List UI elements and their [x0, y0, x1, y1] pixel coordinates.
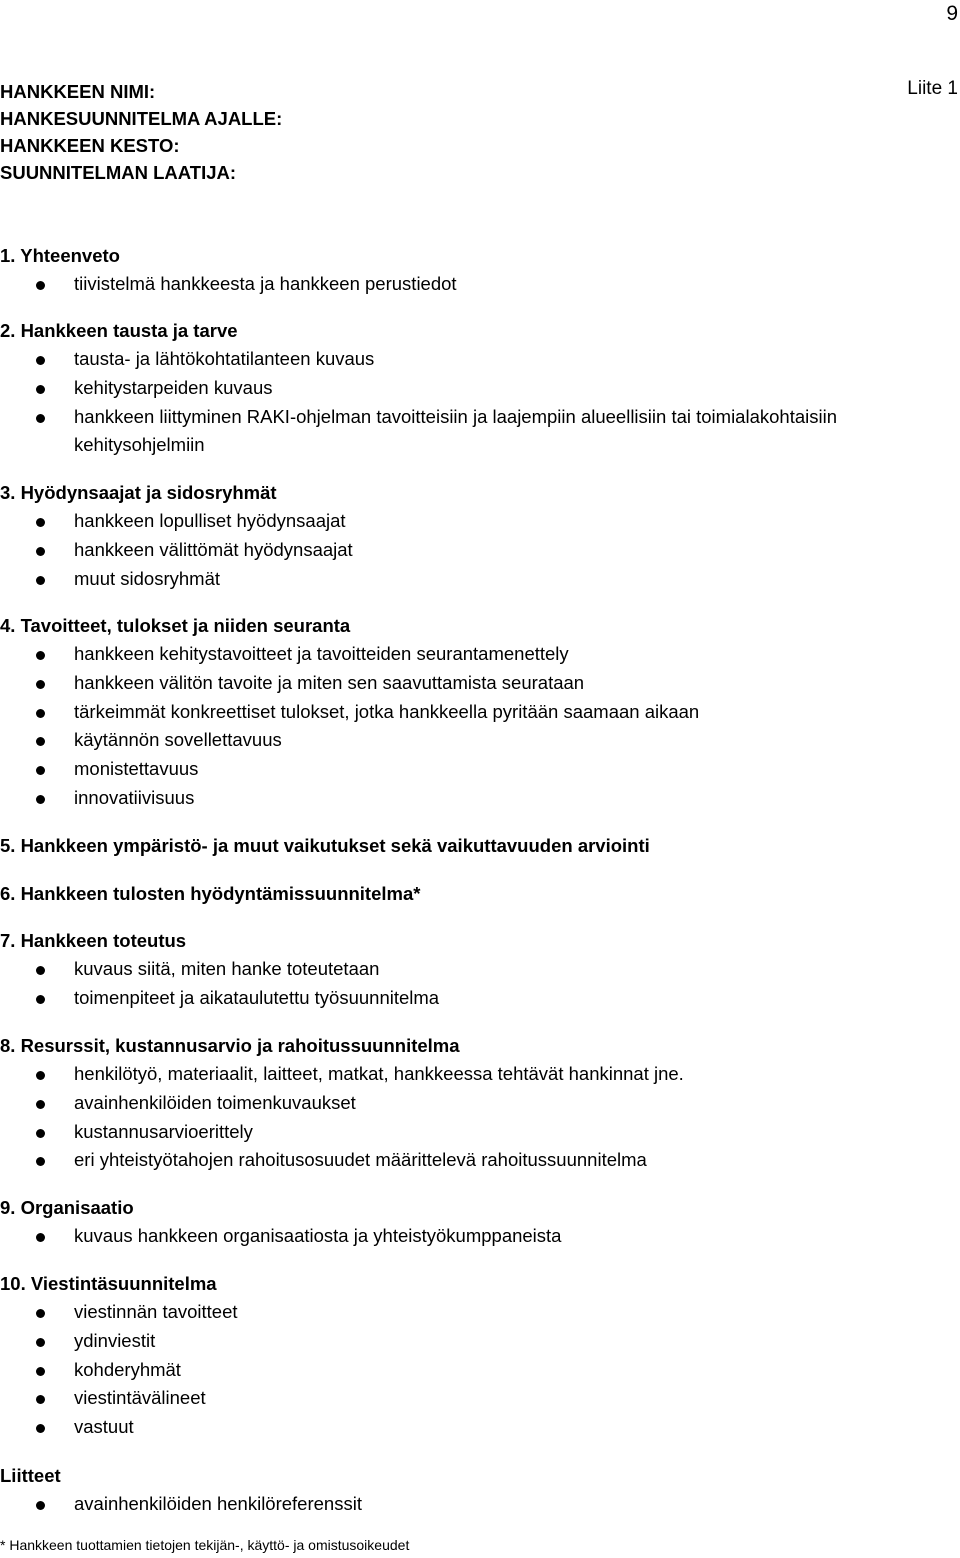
list-item-text: vastuut	[74, 1416, 134, 1438]
section-title: 1. Yhteenveto	[0, 245, 120, 266]
bullet-icon	[36, 356, 45, 365]
section-title: 3. Hyödynsaajat ja sidosryhmät	[0, 482, 277, 503]
section-goals	[0, 611, 950, 813]
list-item	[0, 669, 950, 698]
header-fields	[0, 78, 282, 186]
bullet-icon	[36, 1157, 45, 1166]
section-implementation	[0, 926, 950, 1013]
list-item	[0, 374, 950, 403]
list-item-text: kohderyhmät	[74, 1358, 181, 1380]
list-item	[0, 1384, 950, 1413]
bullet-icon	[36, 737, 45, 746]
header-field-plan-period: HANKESUUNNITELMA AJALLE:	[0, 108, 283, 129]
bullet-icon	[36, 518, 45, 527]
bullet-list	[0, 507, 950, 593]
list-item-text: kuvaus siitä, miten hanke toteutetaan	[74, 958, 380, 979]
header-field-author: SUUNNITELMAN LAATIJA:	[0, 162, 237, 183]
section-summary	[0, 241, 950, 299]
bullet-icon	[36, 966, 45, 975]
header-field-duration: HANKKEEN KESTO:	[0, 135, 180, 156]
section-attachments	[0, 1461, 950, 1519]
list-item-text: avainhenkilöiden henkilöreferenssit	[74, 1493, 362, 1514]
bullet-icon	[36, 1367, 45, 1376]
bullet-list	[0, 955, 950, 1013]
list-item-text: tausta- ja lähtökohtatilanteen kuvaus	[74, 348, 375, 369]
section-communication	[0, 1269, 950, 1442]
section-organization	[0, 1193, 950, 1251]
footnote: * Hankkeen tuottamien tietojen tekijän-, käyttö- ja omistusoikeudet	[0, 1537, 410, 1553]
bullet-list	[0, 270, 950, 299]
section-impacts	[0, 831, 950, 860]
section-title: 10. Viestintäsuunnitelma	[0, 1273, 217, 1294]
list-item	[0, 403, 950, 461]
bullet-icon	[36, 795, 45, 804]
list-item	[0, 1222, 950, 1251]
section-title: 7. Hankkeen toteutus	[0, 930, 187, 951]
list-item	[0, 984, 950, 1013]
list-item-text: kuvaus hankkeen organisaatiosta ja yhteistyökumppaneista	[74, 1225, 562, 1246]
section-title: 6. Hankkeen tulosten hyödyntämissuunnitelma*	[0, 883, 421, 904]
bullet-icon	[36, 576, 45, 585]
list-item-text: muut sidosryhmät	[74, 567, 220, 589]
section-title: Liitteet	[0, 1465, 61, 1486]
page-number: 9	[946, 2, 958, 25]
list-item	[0, 270, 950, 299]
bullet-icon	[36, 680, 45, 689]
list-item	[0, 1298, 950, 1327]
list-item-text: hankkeen lopulliset hyödynsaajat	[74, 510, 346, 531]
section-title: 5. Hankkeen ympäristö- ja muut vaikutukset sekä vaikuttavuuden arviointi	[0, 835, 650, 856]
bullet-icon	[36, 1338, 45, 1347]
list-item-text: ydinviestit	[74, 1329, 156, 1351]
list-item-text: eri yhteistyötahojen rahoitusosuudet määrittelevä rahoitussuunnitelma	[74, 1149, 647, 1171]
list-item	[0, 1327, 950, 1356]
list-item	[0, 1060, 950, 1089]
list-item-text: hankkeen liittyminen RAKI-ohjelman tavoitteisiin ja laajempiin alueellisiin tai toimialakohtaisiin kehitysohjelmiin	[74, 405, 837, 456]
bullet-icon	[36, 414, 45, 423]
list-item	[0, 784, 950, 813]
list-item	[0, 755, 950, 784]
bullet-icon	[36, 709, 45, 718]
list-item	[0, 345, 950, 374]
list-item-text: henkilötyö, materiaalit, laitteet, matkat, hankkeessa tehtävät hankinnat jne.	[74, 1063, 684, 1084]
bullet-icon	[36, 385, 45, 394]
list-item	[0, 1089, 950, 1118]
list-item-text: toimenpiteet ja aikataulutettu työsuunnitelma	[74, 986, 440, 1008]
list-item-text: innovatiivisuus	[74, 786, 195, 808]
list-item	[0, 698, 950, 727]
bullet-list	[0, 345, 950, 460]
list-item-text: kehitystarpeiden kuvaus	[74, 376, 273, 398]
list-item-text: monistettavuus	[74, 758, 199, 780]
appendix-label: Liite 1	[907, 78, 958, 99]
bullet-icon	[36, 1233, 45, 1242]
list-item-text: tärkeimmät konkreettiset tulokset, jotka hankkeella pyritään saamaan aikaan	[74, 700, 700, 722]
list-item	[0, 1146, 950, 1175]
list-item	[0, 1413, 950, 1442]
list-item-text: kustannusarvioerittely	[74, 1120, 253, 1142]
bullet-icon	[36, 995, 45, 1004]
bullet-icon	[36, 547, 45, 556]
list-item	[0, 565, 950, 594]
header-field-project-name: HANKKEEN NIMI:	[0, 81, 156, 102]
list-item-text: hankkeen välittömät hyödynsaajat	[74, 538, 353, 560]
bullet-list	[0, 1222, 950, 1251]
section-background	[0, 316, 950, 460]
bullet-icon	[36, 651, 45, 660]
section-title: 8. Resurssit, kustannusarvio ja rahoitussuunnitelma	[0, 1035, 460, 1056]
list-item-text: viestintävälineet	[74, 1387, 206, 1409]
bullet-icon	[36, 1395, 45, 1404]
section-beneficiaries	[0, 478, 950, 593]
section-title: 9. Organisaatio	[0, 1197, 134, 1218]
list-item-text: hankkeen kehitystavoitteet ja tavoitteiden seurantamenettely	[74, 643, 569, 664]
list-item-text: viestinnän tavoitteet	[74, 1301, 238, 1322]
list-item	[0, 1118, 950, 1147]
bullet-icon	[36, 1129, 45, 1138]
bullet-list	[0, 1298, 950, 1442]
list-item	[0, 955, 950, 984]
bullet-list	[0, 1060, 950, 1175]
list-item-text: tiivistelmä hankkeesta ja hankkeen perustiedot	[74, 273, 457, 294]
bullet-icon	[36, 1309, 45, 1318]
list-item-text: käytännön sovellettavuus	[74, 729, 282, 751]
list-item	[0, 507, 950, 536]
list-item	[0, 1356, 950, 1385]
section-title: 2. Hankkeen tausta ja tarve	[0, 320, 238, 341]
bullet-icon	[36, 281, 45, 290]
bullet-icon	[36, 1501, 45, 1510]
bullet-icon	[36, 1071, 45, 1080]
bullet-icon	[36, 1100, 45, 1109]
list-item	[0, 726, 950, 755]
list-item-text: avainhenkilöiden toimenkuvaukset	[74, 1091, 356, 1113]
bullet-icon	[36, 766, 45, 775]
list-item	[0, 1490, 950, 1519]
bullet-icon	[36, 1424, 45, 1433]
bullet-list	[0, 1490, 950, 1519]
section-utilization	[0, 879, 950, 908]
section-title: 4. Tavoitteet, tulokset ja niiden seuranta	[0, 615, 351, 636]
list-item-text: hankkeen välitön tavoite ja miten sen saavuttamista seurataan	[74, 671, 585, 693]
bullet-list	[0, 640, 950, 813]
list-item	[0, 536, 950, 565]
section-resources	[0, 1031, 950, 1175]
list-item	[0, 640, 950, 669]
